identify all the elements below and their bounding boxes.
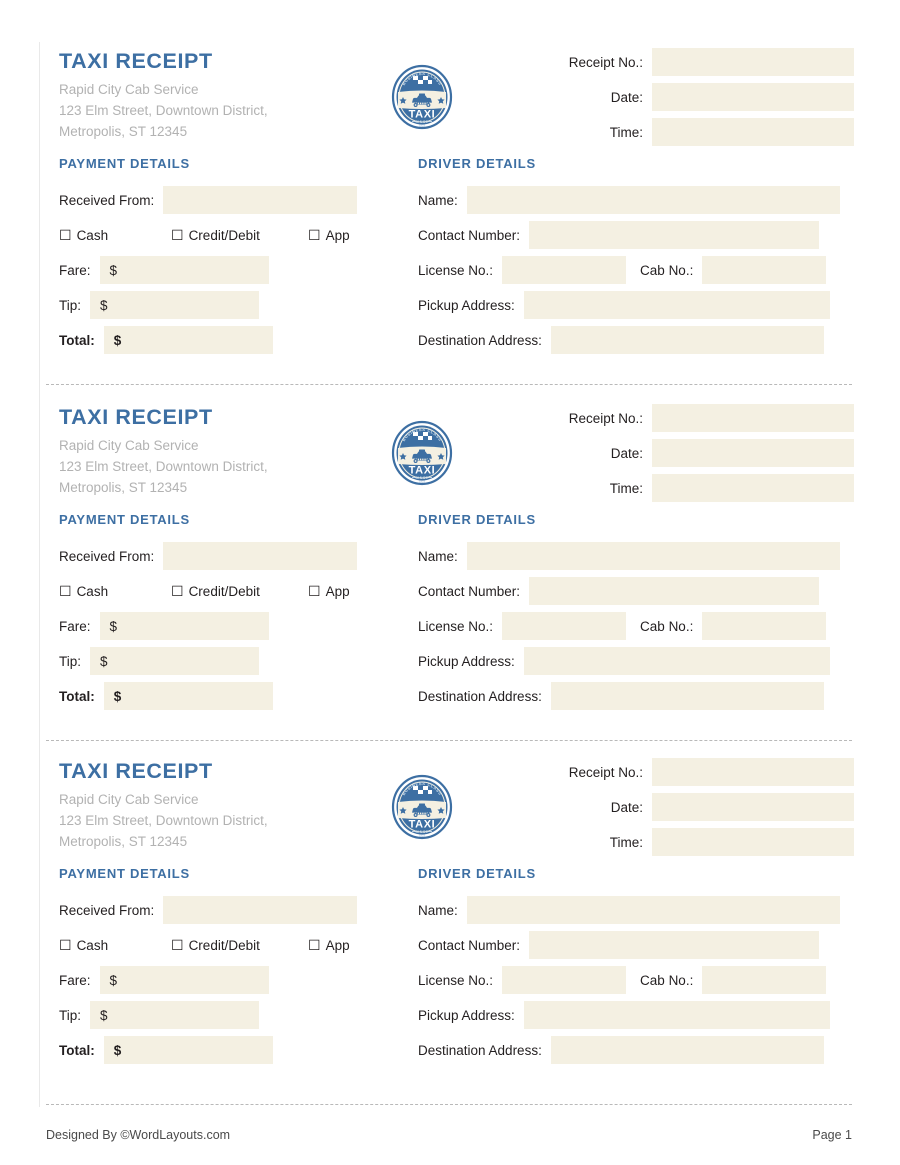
currency-symbol: $ — [100, 297, 108, 313]
destination-address-input[interactable] — [551, 682, 824, 710]
cab-no-label: Cab No.: — [640, 618, 694, 634]
tip-label: Tip: — [59, 297, 82, 313]
meta-row-date — [498, 793, 854, 821]
pickup-address-input[interactable] — [524, 1001, 830, 1029]
payment-method-app[interactable] — [308, 228, 350, 243]
row-fare — [59, 256, 409, 284]
taxi-receipt-block-3 — [46, 758, 854, 1061]
company-name: Rapid City Cab Service — [59, 438, 199, 453]
payment-details-heading: PAYMENT DETAILS — [59, 156, 190, 171]
payment-method-options — [59, 221, 409, 249]
payment-method-app-label: App — [325, 583, 350, 599]
company-name: Rapid City Cab Service — [59, 792, 199, 807]
total-input[interactable] — [104, 1036, 273, 1064]
payment-method-app-label: App — [325, 937, 350, 953]
svg-text:1923: 1923 — [418, 479, 426, 484]
fare-label: Fare: — [59, 262, 91, 278]
svg-text:BUSINESS CLASS: BUSINESS CLASS — [400, 426, 444, 443]
svg-text:SINCE: SINCE — [415, 476, 429, 481]
time-label: Time: — [609, 834, 643, 850]
driver-details-heading: DRIVER DETAILS — [418, 156, 536, 171]
receipt-no-label: Receipt No.: — [568, 410, 643, 426]
row-contact-number — [418, 221, 854, 249]
fare-input[interactable] — [100, 256, 269, 284]
payment-method-cash-label: Cash — [76, 227, 109, 243]
svg-text:BUSINESS CLASS: BUSINESS CLASS — [400, 780, 444, 797]
checkbox-icon[interactable]: ☐ — [59, 227, 72, 243]
received-from-input[interactable] — [163, 186, 357, 214]
meta-row-time — [498, 474, 854, 502]
cab-no-input[interactable] — [702, 256, 826, 284]
currency-symbol: $ — [100, 653, 108, 669]
destination-address-label: Destination Address: — [418, 688, 542, 704]
brand-block — [59, 758, 268, 852]
company-name: Rapid City Cab Service — [59, 82, 199, 97]
driver-details-column — [418, 542, 854, 717]
receipt-header — [46, 48, 854, 156]
payment-method-cash[interactable] — [59, 938, 171, 953]
checkbox-icon[interactable]: ☐ — [171, 227, 184, 243]
driver-name-input[interactable] — [467, 896, 840, 924]
license-no-input[interactable] — [502, 256, 626, 284]
driver-details-heading: DRIVER DETAILS — [418, 512, 536, 527]
received-from-label: Received From: — [59, 902, 155, 918]
received-from-label: Received From: — [59, 192, 155, 208]
taxi-receipt-block-1 — [46, 48, 854, 351]
row-driver-name — [418, 542, 854, 570]
meta-row-receipt-no — [498, 758, 854, 786]
meta-row-date — [498, 83, 854, 111]
payment-method-cash-label: Cash — [76, 937, 109, 953]
receipt-meta-fields — [498, 48, 854, 153]
contact-number-label: Contact Number: — [418, 227, 521, 243]
received-from-input[interactable] — [163, 542, 357, 570]
company-address-line-2: Metropolis, ST 12345 — [59, 124, 188, 139]
driver-name-label: Name: — [418, 192, 458, 208]
time-input[interactable] — [652, 118, 854, 146]
company-address-line-1: 123 Elm Street, Downtown District, — [59, 813, 268, 828]
tip-input[interactable] — [90, 291, 259, 319]
contact-number-input[interactable] — [529, 577, 819, 605]
driver-details-heading: DRIVER DETAILS — [418, 866, 536, 881]
tip-label: Tip: — [59, 653, 82, 669]
svg-text:1923: 1923 — [418, 123, 426, 128]
license-no-input[interactable] — [502, 612, 626, 640]
license-no-label: License No.: — [418, 972, 494, 988]
row-destination-address — [418, 682, 854, 710]
driver-details-column — [418, 896, 854, 1071]
row-total — [59, 1036, 409, 1064]
company-address-line-1: 123 Elm Street, Downtown District, — [59, 103, 268, 118]
pickup-address-label: Pickup Address: — [418, 653, 515, 669]
company-address-line-2: Metropolis, ST 12345 — [59, 480, 188, 495]
page-title: TAXI RECEIPT — [59, 405, 213, 429]
time-input[interactable] — [652, 474, 854, 502]
row-total — [59, 682, 409, 710]
destination-address-label: Destination Address: — [418, 332, 542, 348]
driver-name-input[interactable] — [467, 186, 840, 214]
payment-method-cash[interactable] — [59, 584, 171, 599]
row-tip — [59, 291, 409, 319]
taxi-badge-logo-icon — [391, 774, 453, 840]
currency-symbol: $ — [109, 618, 118, 634]
checkbox-icon[interactable]: ☐ — [308, 227, 321, 243]
row-received-from — [59, 186, 409, 214]
row-license-cab — [418, 966, 854, 994]
receipt-header — [46, 404, 854, 512]
cab-no-input[interactable] — [702, 966, 826, 994]
receipt-body — [46, 896, 854, 1061]
row-pickup-address — [418, 291, 854, 319]
receipt-no-input[interactable] — [652, 48, 854, 76]
driver-name-label: Name: — [418, 902, 458, 918]
checkbox-icon[interactable]: ☐ — [171, 583, 184, 599]
time-label: Time: — [609, 480, 643, 496]
page-footer — [46, 1128, 852, 1142]
total-label: Total: — [59, 332, 95, 348]
contact-number-input[interactable] — [529, 931, 819, 959]
date-input[interactable] — [652, 793, 854, 821]
receipt-meta-fields — [498, 758, 854, 863]
svg-text:TAXI: TAXI — [408, 108, 436, 121]
pickup-address-input[interactable] — [524, 647, 830, 675]
payment-method-credit-debit-label: Credit/Debit — [188, 583, 260, 599]
payment-method-credit-debit-label: Credit/Debit — [188, 937, 260, 953]
currency-symbol: $ — [100, 1007, 108, 1023]
receipt-meta-fields — [498, 404, 854, 509]
payment-method-options — [59, 931, 409, 959]
cab-no-label: Cab No.: — [640, 972, 694, 988]
payment-method-credit-debit[interactable] — [171, 938, 308, 953]
footer-page-number: Page 1 — [812, 1128, 852, 1142]
svg-text:SINCE: SINCE — [415, 120, 429, 125]
meta-row-time — [498, 118, 854, 146]
cab-no-label: Cab No.: — [640, 262, 694, 278]
row-contact-number — [418, 931, 854, 959]
fare-input[interactable] — [100, 612, 269, 640]
row-tip — [59, 1001, 409, 1029]
payment-details-heading: PAYMENT DETAILS — [59, 512, 190, 527]
meta-row-date — [498, 439, 854, 467]
checkbox-icon[interactable]: ☐ — [308, 583, 321, 599]
row-fare — [59, 612, 409, 640]
contact-number-label: Contact Number: — [418, 937, 521, 953]
payment-details-column — [59, 542, 409, 717]
license-no-label: License No.: — [418, 618, 494, 634]
time-input[interactable] — [652, 828, 854, 856]
company-address-line-2: Metropolis, ST 12345 — [59, 834, 188, 849]
payment-method-credit-debit[interactable] — [171, 228, 308, 243]
row-received-from — [59, 896, 409, 924]
payment-method-app[interactable] — [308, 584, 350, 599]
total-label: Total: — [59, 1042, 95, 1058]
date-label: Date: — [610, 89, 643, 105]
payment-method-cash-label: Cash — [76, 583, 109, 599]
receipt-no-label: Receipt No.: — [568, 54, 643, 70]
payment-method-app[interactable] — [308, 938, 350, 953]
driver-name-label: Name: — [418, 548, 458, 564]
total-input[interactable] — [104, 682, 273, 710]
svg-text:SINCE: SINCE — [415, 830, 429, 835]
taxi-badge-logo-icon — [391, 64, 453, 130]
time-label: Time: — [609, 124, 643, 140]
receipt-body — [46, 542, 854, 707]
payment-method-credit-debit-label: Credit/Debit — [188, 227, 260, 243]
page-title: TAXI RECEIPT — [59, 49, 213, 73]
checkbox-icon[interactable]: ☐ — [59, 583, 72, 599]
row-fare — [59, 966, 409, 994]
payment-details-heading: PAYMENT DETAILS — [59, 866, 190, 881]
fare-input[interactable] — [100, 966, 269, 994]
page-title: TAXI RECEIPT — [59, 759, 213, 783]
receipt-separator — [46, 740, 852, 741]
payment-details-column — [59, 896, 409, 1071]
checkbox-icon[interactable]: ☐ — [308, 937, 321, 953]
row-pickup-address — [418, 647, 854, 675]
row-destination-address — [418, 326, 854, 354]
date-label: Date: — [610, 799, 643, 815]
section-headings — [46, 156, 854, 186]
receipt-no-label: Receipt No.: — [568, 764, 643, 780]
payment-method-app-label: App — [325, 227, 350, 243]
receipt-body — [46, 186, 854, 351]
received-from-label: Received From: — [59, 548, 155, 564]
row-tip — [59, 647, 409, 675]
row-license-cab — [418, 612, 854, 640]
currency-symbol: $ — [109, 262, 118, 278]
footer-separator — [46, 1104, 852, 1105]
date-label: Date: — [610, 445, 643, 461]
svg-text:1923: 1923 — [418, 833, 426, 838]
contact-number-label: Contact Number: — [418, 583, 521, 599]
pickup-address-label: Pickup Address: — [418, 1007, 515, 1023]
pickup-address-label: Pickup Address: — [418, 297, 515, 313]
svg-text:TAXI: TAXI — [408, 464, 436, 477]
company-address-line-1: 123 Elm Street, Downtown District, — [59, 459, 268, 474]
meta-row-receipt-no — [498, 404, 854, 432]
payment-details-column — [59, 186, 409, 361]
brand-block — [59, 48, 268, 142]
currency-symbol: $ — [113, 1042, 122, 1058]
date-input[interactable] — [652, 83, 854, 111]
total-input[interactable] — [104, 326, 273, 354]
fare-label: Fare: — [59, 618, 91, 634]
taxi-receipt-block-2 — [46, 404, 854, 707]
svg-text:TAXI: TAXI — [408, 818, 436, 831]
row-driver-name — [418, 896, 854, 924]
row-license-cab — [418, 256, 854, 284]
currency-symbol: $ — [113, 688, 122, 704]
tip-input[interactable] — [90, 1001, 259, 1029]
destination-address-input[interactable] — [551, 326, 824, 354]
receipt-separator — [46, 384, 852, 385]
license-no-input[interactable] — [502, 966, 626, 994]
left-margin-rule — [39, 42, 40, 1107]
payment-method-cash[interactable] — [59, 228, 171, 243]
receipt-no-input[interactable] — [652, 758, 854, 786]
receipt-header — [46, 758, 854, 866]
driver-name-input[interactable] — [467, 542, 840, 570]
pickup-address-input[interactable] — [524, 291, 830, 319]
section-headings — [46, 866, 854, 896]
destination-address-label: Destination Address: — [418, 1042, 542, 1058]
row-received-from — [59, 542, 409, 570]
row-driver-name — [418, 186, 854, 214]
section-headings — [46, 512, 854, 542]
row-contact-number — [418, 577, 854, 605]
tip-input[interactable] — [90, 647, 259, 675]
payment-method-options — [59, 577, 409, 605]
row-total — [59, 326, 409, 354]
brand-block — [59, 404, 268, 498]
row-pickup-address — [418, 1001, 854, 1029]
destination-address-input[interactable] — [551, 1036, 824, 1064]
currency-symbol: $ — [109, 972, 118, 988]
received-from-input[interactable] — [163, 896, 357, 924]
fare-label: Fare: — [59, 972, 91, 988]
date-input[interactable] — [652, 439, 854, 467]
payment-method-credit-debit[interactable] — [171, 584, 308, 599]
checkbox-icon[interactable]: ☐ — [59, 937, 72, 953]
license-no-label: License No.: — [418, 262, 494, 278]
meta-row-receipt-no — [498, 48, 854, 76]
taxi-badge-logo-icon — [391, 420, 453, 486]
checkbox-icon[interactable]: ☐ — [171, 937, 184, 953]
meta-row-time — [498, 828, 854, 856]
cab-no-input[interactable] — [702, 612, 826, 640]
svg-text:BUSINESS CLASS: BUSINESS CLASS — [400, 70, 444, 87]
currency-symbol: $ — [113, 332, 122, 348]
driver-details-column — [418, 186, 854, 361]
total-label: Total: — [59, 688, 95, 704]
contact-number-input[interactable] — [529, 221, 819, 249]
receipt-no-input[interactable] — [652, 404, 854, 432]
tip-label: Tip: — [59, 1007, 82, 1023]
row-destination-address — [418, 1036, 854, 1064]
footer-credit: Designed By ©WordLayouts.com — [46, 1128, 231, 1142]
